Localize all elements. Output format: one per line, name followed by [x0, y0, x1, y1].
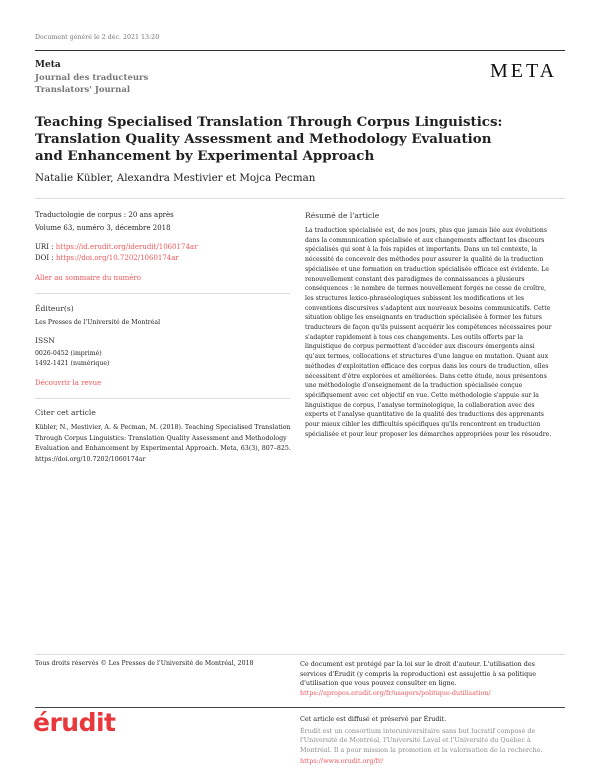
authors: Natalie Kübler, Alexandra Mestivier et Mojca Pecman [35, 172, 316, 184]
citation-line: Evaluation and Enhancement by Experimental Approach. Meta, 63(3), 807–825. [35, 445, 291, 452]
journal-subtitle-en: Translators' Journal [35, 85, 131, 95]
issn-heading: ISSN [35, 336, 55, 345]
citation-line: Kübler, N., Mestivier, A. & Pecman, M. (2018). Teaching Specialised Translation [35, 424, 291, 431]
policy-link[interactable]: https://apropos.erudit.org/fr/usagers/politique-dutilisation/ [300, 689, 491, 698]
erudit-line: Montréal. Il a pour mission la promotion et la valorisation de la recherche. [300, 746, 543, 755]
divider [35, 654, 565, 655]
erudit-notice [300, 715, 543, 767]
issue-theme: Traductologie de corpus : 20 ans après [35, 211, 174, 219]
abstract-line: spécialisée et une formation en traduction spécialisée efficace est évidente. Le [305, 265, 549, 273]
article-title [35, 114, 502, 165]
abstract-line: traducteurs de façon qu'ils puissent acquérir les compétences nécessaires pour [305, 324, 552, 332]
doi-row [35, 254, 179, 262]
divider [35, 398, 290, 399]
discover-link[interactable]: Découvrir la revue [35, 379, 102, 387]
journal-name: Meta [35, 60, 61, 70]
abstract-line: nécessitent d'être explorées et améliorées. Dans cette étude, nous présentons [305, 372, 547, 380]
rights-notice: Tous droits réservés © Les Presses de l'Université de Montréal, 2018 [35, 660, 254, 667]
abstract-line: spécialisés qui sont à la fois rapides et importants. Dans un tel contexte, la [305, 246, 538, 254]
generated-date: Document généré le 2 déc. 2021 13:20 [35, 34, 160, 41]
publisher-heading: Éditeur(s) [35, 304, 74, 313]
uri-row [35, 243, 197, 251]
issue-volume: Volume 63, numéro 3, décembre 2018 [35, 224, 171, 232]
abstract-line: une méthodologie d'enseignement de la traduction spécialisée conçue [305, 382, 523, 390]
erudit-logo: érudit [33, 708, 116, 737]
uri-label: URI : [35, 243, 56, 251]
abstract-line: nécessité de concevoir des méthodes pour assurer la qualité de la traduction [305, 256, 544, 264]
erudit-link[interactable]: https://www.erudit.org/fr/ [300, 756, 384, 765]
doi-label: DOI : [35, 254, 56, 262]
title-line: and Enhancement by Experimental Approach [35, 148, 375, 164]
uri-link[interactable]: https://id.erudit.org/iderudit/1060174ar [55, 243, 198, 251]
abstract-line: spécifiquement avec cet objectif en vue. Cette méthodologie s'appuie sur la [305, 391, 539, 399]
erudit-line: Érudit est un consortium interuniversitaire sans but lucratif composé de [300, 726, 536, 735]
toc-link[interactable]: Aller au sommaire du numéro [35, 274, 141, 282]
abstract-line: les structures lexico-phraséologiques subissent les modifications et les [305, 294, 525, 302]
abstract-body [305, 226, 552, 439]
doi-link[interactable]: https://doi.org/10.7202/1060174ar [55, 254, 179, 262]
abstract-line: conséquences : le nombre de termes nouvellement forgés ne cesse de croître, [305, 285, 547, 293]
citation-line: Through Corpus Linguistics: Translation Quality Assessment and Methodology [35, 434, 287, 442]
abstract-line: conventions discursives s'adaptent aux nouveaux besoins communicatifs. Cette [305, 304, 551, 312]
abstract-line: pour mieux cibler les difficultés spécifiques qu'ils rencontrent en traduction [305, 421, 541, 429]
divider [35, 50, 565, 51]
issn-digital: 1492-1421 (numérique) [35, 360, 110, 367]
divider [35, 198, 565, 199]
abstract-line: s'adapter rapidement à tous ces changements. Les outils offerts par la [305, 333, 524, 341]
abstract-line: méthodes d'exploitation efficace des corpus dans les cours de traduction, elles [305, 362, 549, 370]
abstract-line: experts et l'analyse quantitative de la qualité des traductions des apprenants [305, 411, 544, 419]
title-line: Teaching Specialised Translation Through Corpus Linguistics: [35, 114, 503, 130]
copyright-line: d'utilisation que vous pouvez consulter en ligne. [300, 679, 457, 688]
abstract-line: spécialisée et pour leur proposer les démarches appropriées pour les résoudre. [305, 430, 552, 438]
abstract-line: dans la communication spécialisée et aux changements affectant les discours [305, 236, 545, 244]
abstract-line: linguistique de corpus, l'analyse terminologique, la collaboration avec des [305, 401, 535, 409]
journal-logo: META [490, 60, 558, 82]
abstract-line: linguistique de corpus permettent d'accéder aux discours émergents ainsi [305, 343, 535, 351]
copyright-line: services d'Érudit (y compris la reproduction) est assujettie à sa politique [300, 669, 537, 678]
abstract-line: qu'aux termes, collocations et structures d'une langue en mutation. Quant aux [305, 353, 549, 361]
citation [35, 423, 291, 465]
copyright-line: Ce document est protégé par la loi sur le droit d'auteur. L'utilisation des [300, 660, 535, 668]
issn-print: 0026-0452 (imprimé) [35, 350, 102, 357]
abstract-line: renouvellement constant des paradigmes de connaissances a plusieurs [305, 275, 525, 283]
abstract-line: situation oblige les enseignants en traduction spécialisée à former les futurs [305, 314, 542, 322]
cite-heading: Citer cet article [35, 408, 96, 417]
publisher-name: Les Presses de l'Université de Montréal [35, 319, 161, 326]
copyright-notice [300, 660, 536, 699]
citation-link[interactable]: https://doi.org/10.7202/1060174ar [35, 455, 146, 463]
abstract-line: La traduction spécialisée est, de nos jours, plus que jamais liée aux évolutions [305, 227, 547, 234]
abstract-heading: Résumé de l'article [305, 211, 380, 220]
erudit-line: l'Université de Montréal, l'Université Laval et l'Université du Québec à [300, 736, 531, 745]
journal-subtitle-fr: Journal des traducteurs [35, 73, 149, 83]
divider [35, 293, 290, 294]
diffusion-text: Cet article est diffusé et préservé par Érudit. [300, 715, 447, 723]
title-line: Translation Quality Assessment and Methodology Evaluation [35, 131, 492, 147]
